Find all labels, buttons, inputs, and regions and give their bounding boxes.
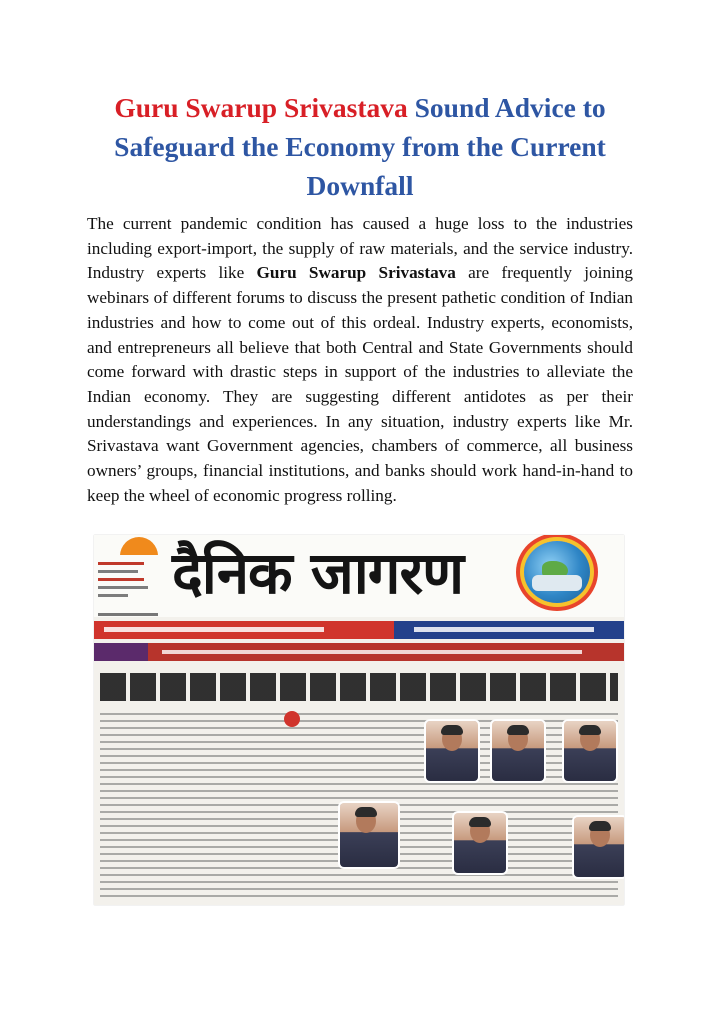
teaser-strip: [94, 621, 624, 639]
newspaper-headline: [100, 667, 618, 707]
newspaper-masthead-area: [94, 535, 624, 617]
newspaper-masthead: दैनिक जागरण: [172, 539, 464, 607]
title-rest: Sound Advice to Safeguard the Economy from the Current Downfall: [114, 92, 606, 201]
title-name: Guru Swarup Srivastava: [114, 92, 408, 123]
article-body: [87, 212, 633, 508]
person-photo: [564, 721, 616, 781]
globe-mask-icon: [524, 541, 590, 603]
page-number-badge: [284, 711, 300, 727]
newspaper-url-line: [98, 613, 158, 616]
body-part-1: The current pandemic condition has caused a huge loss to the industries including export-import, the supply of raw materials, and the service industry. Industry experts like: [87, 214, 633, 283]
newspaper-clipping-image: [94, 535, 624, 905]
article-title: [70, 88, 650, 205]
person-photo: [492, 721, 544, 781]
section-band: [94, 643, 624, 661]
person-photo: [454, 813, 506, 873]
body-bold-name: Guru Swarup Srivastava: [256, 263, 456, 283]
person-photo: [574, 817, 624, 877]
person-photo: [426, 721, 478, 781]
person-photo: [340, 803, 398, 867]
sun-logo-icon: [120, 537, 158, 555]
body-part-2: are frequently joining webinars of different forums to discuss the present pathetic condition of Indian industries and how to come out of this ordeal. Industry experts, economists, and entrepreneurs all believe that both Central and State Governments should come forward with drastic steps in support of the industries to alleviate the Indian economy. They are suggesting different antidotes as per their understandings and experiences. In any situation, industry experts like Mr. Srivastava want Government agencies, chambers of commerce, all business owners’ groups, financial institutions, and banks should work hand-in-hand to keep the wheel of economic progress rolling.: [87, 263, 633, 505]
